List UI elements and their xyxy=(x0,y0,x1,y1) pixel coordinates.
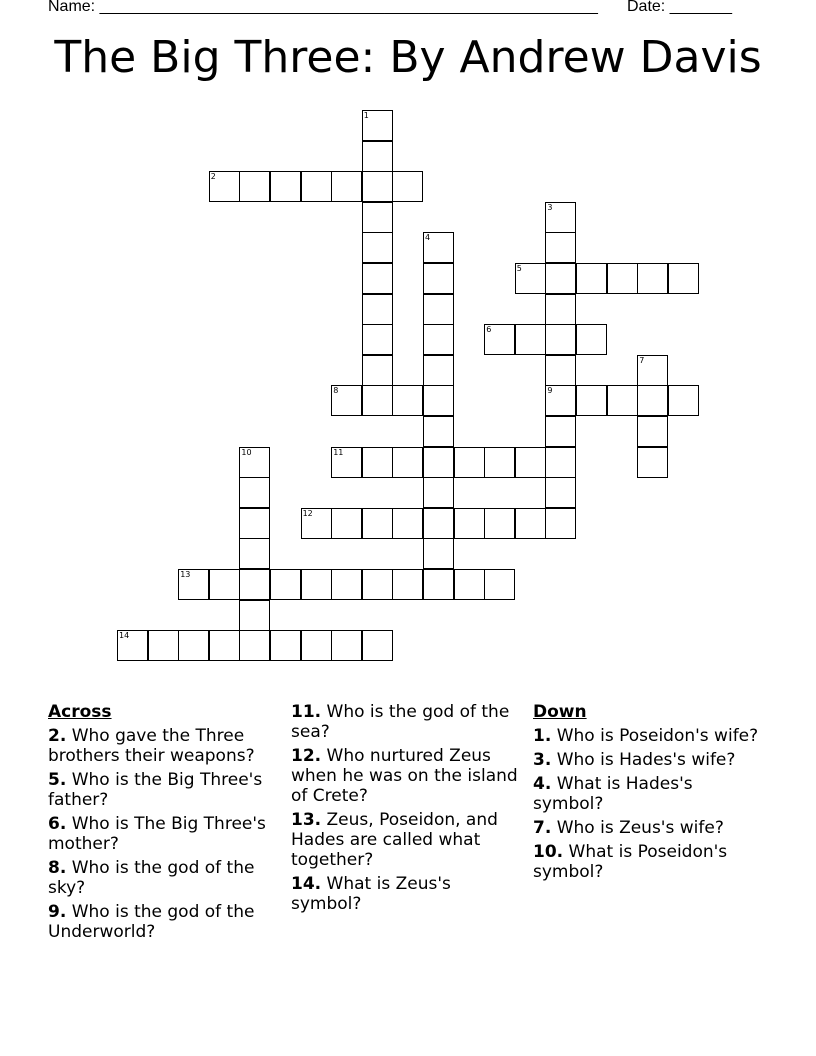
grid-cell[interactable] xyxy=(423,538,454,569)
grid-cell[interactable] xyxy=(545,385,576,416)
grid-cell[interactable] xyxy=(239,600,270,631)
clue-across-8: 8. Who is the god of the sky? xyxy=(48,858,255,898)
clue-number: 14 xyxy=(119,631,130,641)
clue-number: 9 xyxy=(547,386,553,396)
grid-cell[interactable] xyxy=(270,630,301,661)
grid-cell[interactable] xyxy=(484,569,515,600)
grid-cell[interactable] xyxy=(362,232,393,263)
grid-cell[interactable] xyxy=(637,416,668,447)
grid-cell[interactable] xyxy=(331,569,362,600)
grid-cell[interactable] xyxy=(331,385,362,416)
grid-cell[interactable] xyxy=(637,355,668,386)
grid-cell[interactable] xyxy=(362,294,393,325)
grid-cell[interactable] xyxy=(392,447,423,478)
grid-cell[interactable] xyxy=(423,416,454,447)
grid-cell[interactable] xyxy=(362,171,393,202)
grid-cell[interactable] xyxy=(331,447,362,478)
clue-number: 5 xyxy=(516,264,522,273)
grid-cell[interactable] xyxy=(515,324,546,355)
date-field: Date: _______ xyxy=(627,0,732,15)
grid-cell[interactable] xyxy=(362,141,393,172)
grid-cell[interactable] xyxy=(423,294,454,325)
clue-number: 4 xyxy=(425,233,431,243)
grid-cell[interactable] xyxy=(362,447,393,478)
grid-cell[interactable] xyxy=(239,171,270,202)
grid-cell[interactable] xyxy=(209,630,240,661)
clue-number: 11 xyxy=(333,447,344,457)
grid-cell[interactable] xyxy=(545,324,576,355)
grid-cell[interactable] xyxy=(454,447,485,478)
grid-cell[interactable] xyxy=(423,324,454,355)
clue-number: 13 xyxy=(180,570,191,579)
grid-cell[interactable] xyxy=(545,202,576,233)
grid-cell[interactable] xyxy=(239,508,270,539)
clue-across-12: 12. Who nurtured Zeus when he was on the island of Crete? xyxy=(291,746,518,806)
across-clues-column-2 xyxy=(291,702,523,918)
grid-cell[interactable] xyxy=(392,385,423,416)
grid-cell[interactable] xyxy=(576,324,607,355)
grid-cell[interactable] xyxy=(637,385,668,416)
page-title: The Big Three: By Andrew Davis xyxy=(54,32,762,83)
grid-cell[interactable] xyxy=(362,110,393,141)
grid-cell[interactable] xyxy=(301,569,332,600)
clue-across-13: 13. Zeus, Poseidon, and Hades are called what together? xyxy=(291,810,498,870)
grid-cell[interactable] xyxy=(423,263,454,294)
grid-cell[interactable] xyxy=(545,355,576,386)
clue-number: 12 xyxy=(302,508,313,518)
across-heading: Across xyxy=(48,702,112,722)
clue-number: 8 xyxy=(333,386,339,396)
name-field: Name: ________________________________________________________ xyxy=(48,0,598,15)
grid-cell[interactable] xyxy=(423,385,454,416)
grid-cell[interactable] xyxy=(331,630,362,661)
grid-cell[interactable] xyxy=(362,569,393,600)
grid-cell[interactable] xyxy=(637,447,668,478)
clue-down-1: 1. Who is Poseidon's wife? xyxy=(533,726,759,746)
grid-cell[interactable] xyxy=(515,508,546,539)
clue-down-7: 7. Who is Zeus's wife? xyxy=(533,818,724,838)
grid-cell[interactable] xyxy=(362,508,393,539)
grid-cell[interactable] xyxy=(484,508,515,539)
clue-number: 1 xyxy=(363,111,369,120)
grid-cell[interactable] xyxy=(178,630,209,661)
grid-cell[interactable] xyxy=(423,355,454,386)
grid-cell[interactable] xyxy=(301,508,332,539)
grid-cell[interactable] xyxy=(301,630,332,661)
clue-across-11: 11. Who is the god of the sea? xyxy=(291,702,510,742)
grid-cell[interactable] xyxy=(392,508,423,539)
grid-cell[interactable] xyxy=(637,263,668,294)
grid-cell[interactable] xyxy=(239,477,270,508)
grid-cell[interactable] xyxy=(545,294,576,325)
grid-cell[interactable] xyxy=(362,630,393,661)
grid-cell[interactable] xyxy=(362,263,393,294)
grid-cell[interactable] xyxy=(668,263,699,294)
grid-cell[interactable] xyxy=(209,569,240,600)
grid-cell[interactable] xyxy=(668,385,699,416)
clue-number: 6 xyxy=(486,325,492,335)
clue-down-3: 3. Who is Hades's wife? xyxy=(533,750,736,770)
grid-cell[interactable] xyxy=(515,263,546,294)
down-clues-column xyxy=(533,702,765,886)
across-clues-column-1 xyxy=(48,702,280,946)
grid-cell[interactable] xyxy=(545,263,576,294)
grid-cell[interactable] xyxy=(545,232,576,263)
grid-cell[interactable] xyxy=(239,569,270,600)
grid-cell[interactable] xyxy=(484,447,515,478)
grid-cell[interactable] xyxy=(515,447,546,478)
grid-cell[interactable] xyxy=(239,538,270,569)
grid-cell[interactable] xyxy=(239,630,270,661)
grid-cell[interactable] xyxy=(362,202,393,233)
grid-cell[interactable] xyxy=(209,171,240,202)
clue-number: 10 xyxy=(241,447,252,457)
grid-cell[interactable] xyxy=(362,385,393,416)
grid-cell[interactable] xyxy=(331,508,362,539)
grid-cell[interactable] xyxy=(454,569,485,600)
grid-cell[interactable] xyxy=(545,447,576,478)
grid-cell[interactable] xyxy=(545,508,576,539)
grid-cell[interactable] xyxy=(545,477,576,508)
clue-number: 2 xyxy=(210,172,216,182)
clue-across-9: 9. Who is the god of the Underworld? xyxy=(48,902,255,942)
grid-cell[interactable] xyxy=(392,569,423,600)
grid-cell[interactable] xyxy=(148,630,179,661)
grid-cell[interactable] xyxy=(545,416,576,447)
grid-cell[interactable] xyxy=(607,385,638,416)
grid-cell[interactable] xyxy=(392,171,423,202)
grid-cell[interactable] xyxy=(423,569,454,600)
grid-cell[interactable] xyxy=(607,263,638,294)
grid-cell[interactable] xyxy=(423,477,454,508)
grid-cell[interactable] xyxy=(576,263,607,294)
clue-down-10: 10. What is Poseidon's symbol? xyxy=(533,842,728,882)
grid-cell[interactable] xyxy=(362,324,393,355)
clue-across-14: 14. What is Zeus's symbol? xyxy=(291,874,451,914)
grid-cell[interactable] xyxy=(270,569,301,600)
grid-cell[interactable] xyxy=(362,355,393,386)
grid-cell[interactable] xyxy=(484,324,515,355)
clue-across-6: 6. Who is The Big Three's mother? xyxy=(48,814,266,854)
grid-cell[interactable] xyxy=(117,630,148,661)
grid-cell[interactable] xyxy=(423,232,454,263)
clue-across-2: 2. Who gave the Three brothers their weapons? xyxy=(48,726,255,766)
grid-cell[interactable] xyxy=(270,171,301,202)
clue-across-5: 5. Who is the Big Three's father? xyxy=(48,770,263,810)
grid-cell[interactable] xyxy=(301,171,332,202)
down-heading: Down xyxy=(533,702,587,722)
clue-down-4: 4. What is Hades's symbol? xyxy=(533,774,693,814)
grid-cell[interactable] xyxy=(576,385,607,416)
grid-cell[interactable] xyxy=(239,447,270,478)
grid-cell[interactable] xyxy=(178,569,209,600)
clue-number: 7 xyxy=(639,355,645,365)
grid-cell[interactable] xyxy=(454,508,485,539)
grid-cell[interactable] xyxy=(423,508,454,539)
clue-number: 3 xyxy=(547,202,553,212)
grid-cell[interactable] xyxy=(423,447,454,478)
grid-cell[interactable] xyxy=(331,171,362,202)
